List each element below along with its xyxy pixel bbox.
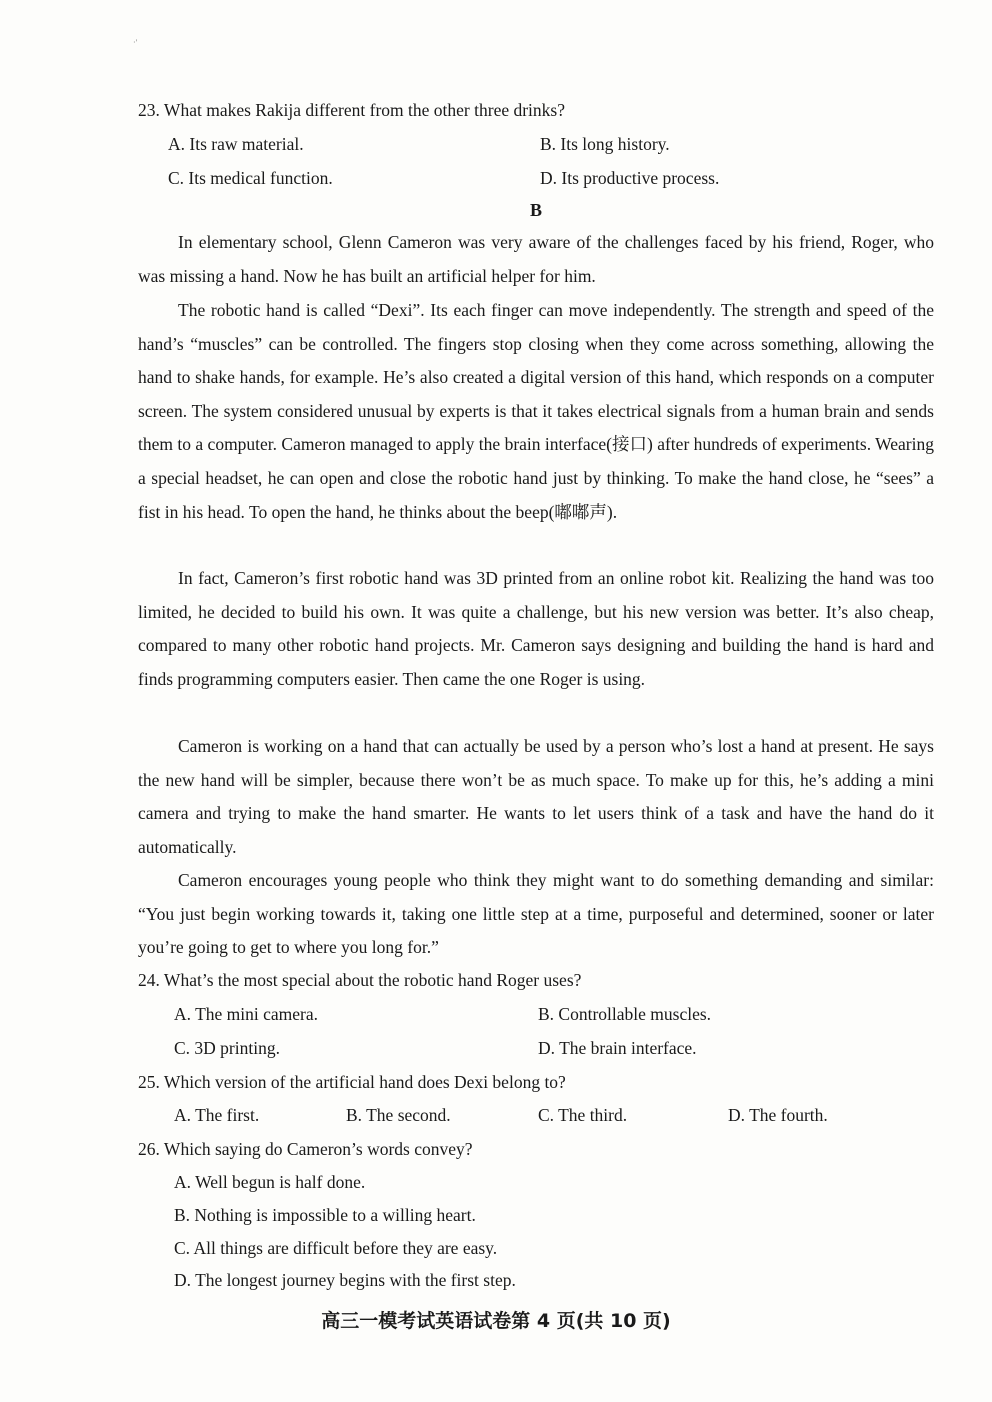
q23-option-b: B. Its long history. xyxy=(540,134,670,154)
passage-paragraph-3: In fact, Cameron’s first robotic hand was 3D printed from an online robot kit. Realizing the hand was too limited, he decided to build his own. It was quite a challenge, but his new version was better. It’s also cheap, compared to many other robotic hand projects. Mr. Cameron says designing and building the hand is hard and finds programming computers easier. Then came the one Roger is using. xyxy=(138,568,934,689)
q24-option-c: C. 3D printing. xyxy=(174,1038,280,1058)
q25-option-c: C. The third. xyxy=(538,1105,628,1125)
q24-option-d: D. The brain interface. xyxy=(538,1038,697,1058)
page-footer: 高三一模考试英语试卷第 4 页(共 10 页) xyxy=(321,1310,671,1332)
q25-option-a: A. The first. xyxy=(174,1105,260,1125)
q23-option-c: C. Its medical function. xyxy=(168,168,333,188)
q24-option-a: A. The mini camera. xyxy=(174,1004,318,1024)
question-25: 25. Which version of the artificial hand does Dexi belong to? xyxy=(138,1072,566,1092)
q26-option-a: A. Well begun is half done. xyxy=(174,1172,366,1192)
passage-paragraph-4: Cameron is working on a hand that can actually be used by a person who’s lost a hand at present. He says the new hand will be simpler, because there won’t be as much space. To make up for this, he’s adding a mini camera and trying to make the hand smarter. He wants to let users think of a task and have the hand do it automatically. xyxy=(138,736,934,857)
q25-option-b: B. The second. xyxy=(346,1105,451,1125)
q23-option-d: D. Its productive process. xyxy=(540,168,720,188)
passage-paragraph-2: The robotic hand is called “Dexi”. Its each finger can move independently. The strength and speed of the hand’s “muscles” can be controlled. The fingers stop closing when they come across something, allowing the hand to shake hands, for example. He’s also created a digital version of this hand, which responds on a computer screen. The system considered unusual by experts is that it takes electrical signals from a human brain and sends them to a computer. Cameron managed to apply the brain interface(接口) after hundreds of experiments. Wearing a special headset, he can open and close the robotic hand just by thinking. To make the hand close, he “sees” a fist in his head. To open the hand, he thinks about the beep(嘟嘟声). xyxy=(138,300,934,522)
passage-paragraph-5: Cameron encourages young people who think they might want to do something demanding and similar: “You just begin working towards it, taking one little step at a time, purposeful and determined, sooner or later you’re going to get to where you long for.” xyxy=(138,870,934,958)
section-heading: B xyxy=(529,200,542,220)
q23-option-a: A. Its raw material. xyxy=(168,134,304,154)
q25-option-d: D. The fourth. xyxy=(728,1105,828,1125)
passage-paragraph-1: In elementary school, Glenn Cameron was very aware of the challenges faced by his friend, Roger, who was missing a hand. Now he has built an artificial helper for him. xyxy=(138,232,934,286)
question-26: 26. Which saying do Cameron’s words convey? xyxy=(138,1139,473,1159)
q26-option-d: D. The longest journey begins with the first step. xyxy=(174,1270,516,1290)
q26-option-b: B. Nothing is impossible to a willing heart. xyxy=(174,1205,476,1225)
q24-option-b: B. Controllable muscles. xyxy=(538,1004,712,1024)
corner-mark: ·' xyxy=(133,38,138,47)
q26-option-c: C. All things are difficult before they are easy. xyxy=(174,1238,498,1258)
question-23: 23. What makes Rakija different from the other three drinks? xyxy=(138,100,565,120)
question-24: 24. What’s the most special about the robotic hand Roger uses? xyxy=(138,970,582,990)
